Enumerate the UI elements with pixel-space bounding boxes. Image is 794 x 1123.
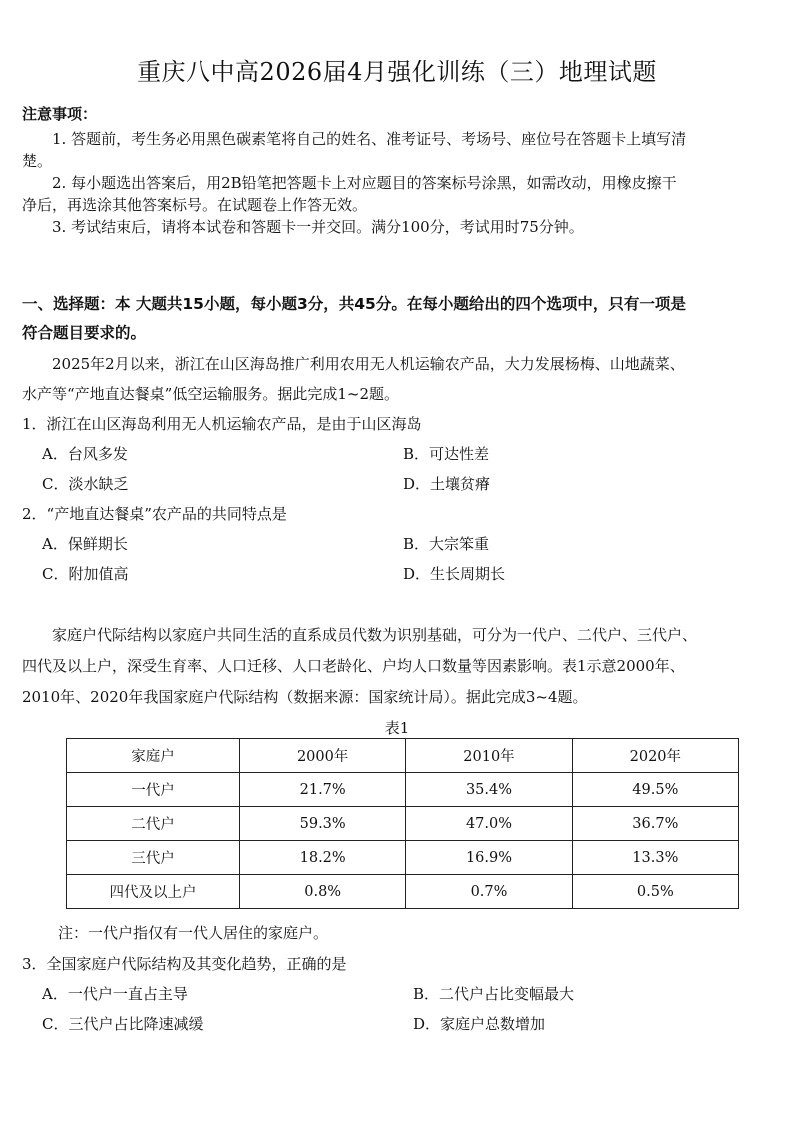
passage-2-line-1: 家庭户代际结构以家庭户共同生活的直系成员代数为识别基础，可分为一代户、二代户、三代户、 bbox=[52, 626, 698, 644]
table-cell: 四代及以上户 bbox=[67, 875, 240, 909]
question-1-option-d: D．土壤贫瘠 bbox=[403, 475, 491, 493]
question-3-option-c: C．三代户占比降速减缓 bbox=[42, 1015, 204, 1033]
table-cell: 21.7% bbox=[240, 773, 406, 807]
table-row bbox=[67, 807, 739, 841]
table-cell: 13.3% bbox=[572, 841, 738, 875]
table-header-cell: 2020年 bbox=[572, 739, 738, 773]
table-1 bbox=[66, 738, 739, 909]
page-title: 重庆八中高2026届4月强化训练（三）地理试题 bbox=[137, 58, 657, 86]
table-cell: 0.7% bbox=[406, 875, 572, 909]
question-2-option-a: A．保鲜期长 bbox=[42, 535, 128, 553]
question-1-option-b: B．可达性差 bbox=[403, 445, 490, 463]
passage-1-line-2: 水产等“产地直达餐桌”低空运输服务。据此完成1~2题。 bbox=[22, 385, 399, 403]
table-row bbox=[67, 875, 739, 909]
question-1-stem: 1．浙江在山区海岛利用无人机运输农产品，是由于山区海岛 bbox=[22, 415, 422, 433]
table-header-cell: 2010年 bbox=[406, 739, 572, 773]
question-2-option-b: B．大宗笨重 bbox=[403, 535, 490, 553]
table-cell: 二代户 bbox=[67, 807, 240, 841]
table-cell: 0.5% bbox=[572, 875, 738, 909]
question-1-option-a: A．台风多发 bbox=[42, 445, 128, 463]
question-3-stem: 3．全国家庭户代际结构及其变化趋势，正确的是 bbox=[22, 955, 347, 973]
table-cell: 16.9% bbox=[406, 841, 572, 875]
table-cell: 49.5% bbox=[572, 773, 738, 807]
table-cell: 36.7% bbox=[572, 807, 738, 841]
question-2-stem: 2．“产地直达餐桌”农产品的共同特点是 bbox=[22, 505, 287, 523]
table-cell: 一代户 bbox=[67, 773, 240, 807]
notice-item-3: 3. 考试结束后，请将本试卷和答题卡一并交回。满分100分，考试用时75分钟。 bbox=[52, 218, 584, 236]
question-3-option-a: A．一代户一直占主导 bbox=[42, 985, 188, 1003]
table-header-cell: 2000年 bbox=[240, 739, 406, 773]
table-1-note: 注：一代户指仅有一代人居住的家庭户。 bbox=[58, 924, 329, 942]
question-3-option-b: B．二代户占比变幅最大 bbox=[413, 985, 575, 1003]
table-header-row bbox=[67, 739, 739, 773]
section-1-instruction-line-1: 一、选择题：本 大题共15小题，每小题3分，共45分。在每小题给出的四个选项中，只有一项是 bbox=[22, 295, 686, 313]
notice-item-2-line-2: 净后，再选涂其他答案标号。在试题卷上作答无效。 bbox=[22, 196, 368, 214]
table-1-caption: 表1 bbox=[384, 719, 410, 737]
notice-item-1-line-1: 1. 答题前，考生务必用黑色碳素笔将自己的姓名、准考证号、考场号、座位号在答题卡上填写清 bbox=[52, 130, 687, 148]
notice-item-2-line-1: 2. 每小题选出答案后，用2B铅笔把答题卡上对应题目的答案标号涂黑，如需改动，用橡皮擦干 bbox=[52, 174, 677, 192]
table-cell: 0.8% bbox=[240, 875, 406, 909]
section-1-instruction-line-2: 符合题目要求的。 bbox=[22, 324, 147, 342]
table-cell: 59.3% bbox=[240, 807, 406, 841]
passage-2-line-3: 2010年、2020年我国家庭户代际结构（数据来源：国家统计局）。据此完成3~4题。 bbox=[22, 688, 588, 706]
table-cell: 47.0% bbox=[406, 807, 572, 841]
question-3-option-d: D．家庭户总数增加 bbox=[413, 1015, 546, 1033]
passage-2-line-2: 四代及以上户，深受生育率、人口迁移、人口老龄化、户均人口数量等因素影响。表1示意2000年、 bbox=[22, 657, 685, 675]
notice-heading: 注意事项： bbox=[22, 105, 98, 123]
question-2-option-c: C．附加值高 bbox=[42, 565, 129, 583]
table-row bbox=[67, 773, 739, 807]
table-cell: 18.2% bbox=[240, 841, 406, 875]
passage-1-line-1: 2025年2月以来，浙江在山区海岛推广利用农用无人机运输农产品，大力发展杨梅、山地蔬菜、 bbox=[52, 355, 685, 373]
question-2-option-d: D．生长周期长 bbox=[403, 565, 506, 583]
table-header-cell: 家庭户 bbox=[67, 739, 240, 773]
table-cell: 三代户 bbox=[67, 841, 240, 875]
table-cell: 35.4% bbox=[406, 773, 572, 807]
table-row bbox=[67, 841, 739, 875]
notice-item-1-line-2: 楚。 bbox=[22, 152, 53, 170]
question-1-option-c: C．淡水缺乏 bbox=[42, 475, 129, 493]
